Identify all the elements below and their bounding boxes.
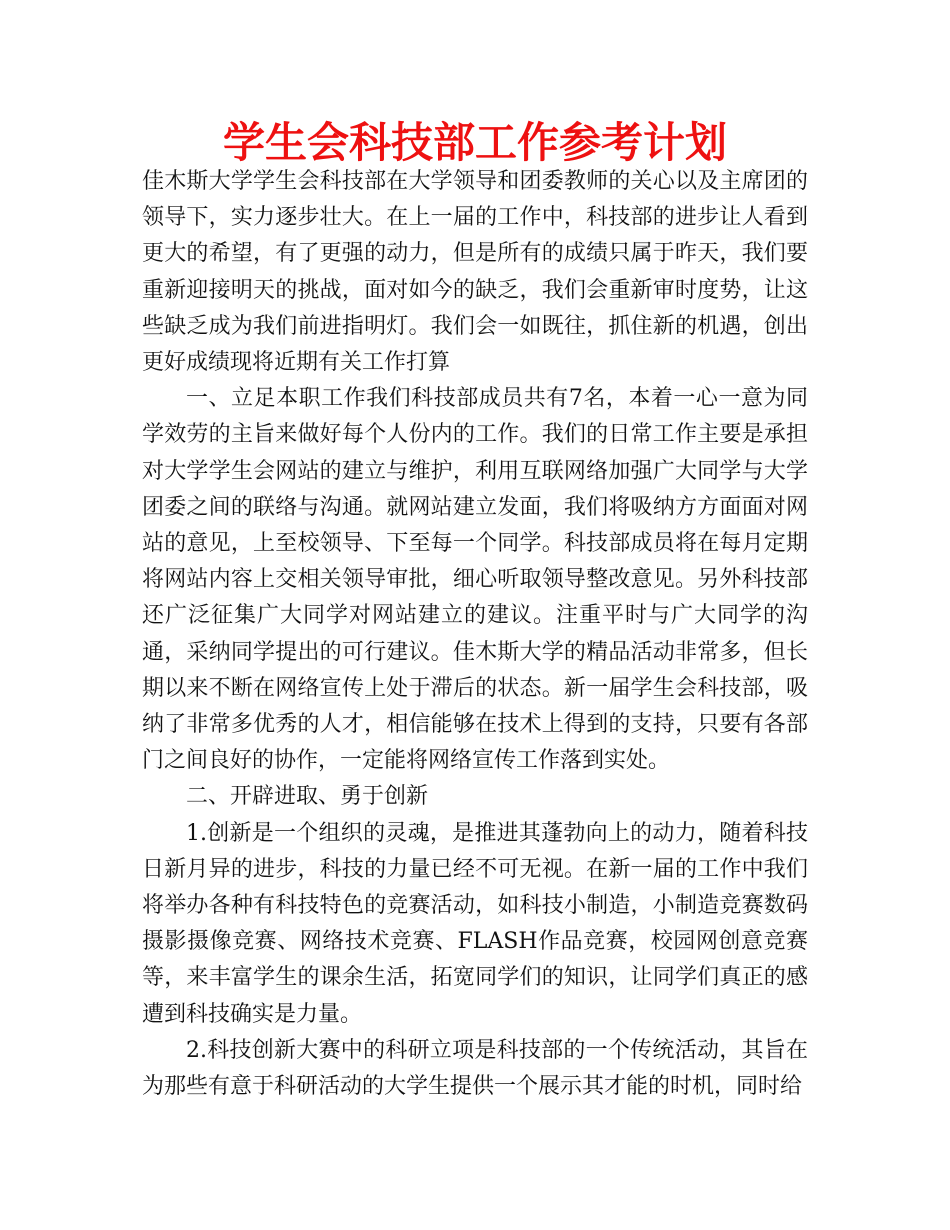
- item-one-paragraph: 1.创新是一个组织的灵魂，是推进其蓬勃向上的动力，随着科技日新月异的进步，科技的力量已经不可无视。在新一届的工作中我们将举办各种有科技特色的竞赛活动，如科技小制造，小制造竞赛数码摄影摄像竞赛、网络技术竞赛、FLASH作品竞赛，校园网创意竞赛等，来丰富学生的课余生活，拓宽同学们的知识，让同学们真正的感遭到科技确实是力量。: [142, 820, 808, 1027]
- section-one-paragraph: 一、立足本职工作我们科技部成员共有7名，本着一心一意为同学效劳的主旨来做好每个人份内的工作。我们的日常工作主要是承担对大学学生会网站的建立与维护，利用互联网络加强广大同学与大学团委之间的联络与沟通。就网站建立发面，我们将吸纳方方面面对网站的意见，上至校领导、下至每一个同学。科技部成员将在每月定期将网站内容上交相关领导审批，细心听取领导整改意见。另外科技部还广泛征集广大同学对网站建立的建议。注重平时与广大同学的沟通，采纳同学提出的可行建议。佳木斯大学的精品活动非常多，但长期以来不断在网络宣传上处于滞后的状态。新一届学生会科技部，吸纳了非常多优秀的人才，相信能够在技术上得到的支持，只要有各部门之间良好的协作，一定能将网络宣传工作落到实处。: [142, 386, 808, 774]
- item-two-paragraph: 2.科技创新大赛中的科研立项是科技部的一个传统活动，其旨在为那些有意于科研活动的大学生提供一个展示其才能的时机，同时给: [142, 1037, 808, 1100]
- document-title: 学生会科技部工作参考计划: [222, 118, 727, 167]
- section-two-heading: 二、开辟进取、勇于创新: [186, 784, 429, 810]
- intro-paragraph: 佳木斯大学学生会科技部在大学领导和团委教师的关心以及主席团的领导下，实力逐步壮大。在上一届的工作中，科技部的进步让人看到更大的希望，有了更强的动力，但是所有的成绩只属于昨天，我们要重新迎接明天的挑战，面对如今的缺乏，我们会重新审时度势，让这些缺乏成为我们前进指明灯。我们会一如既往，抓住新的机遇，创出更好成绩现将近期有关工作打算: [142, 169, 808, 376]
- document-body: [142, 164, 808, 1105]
